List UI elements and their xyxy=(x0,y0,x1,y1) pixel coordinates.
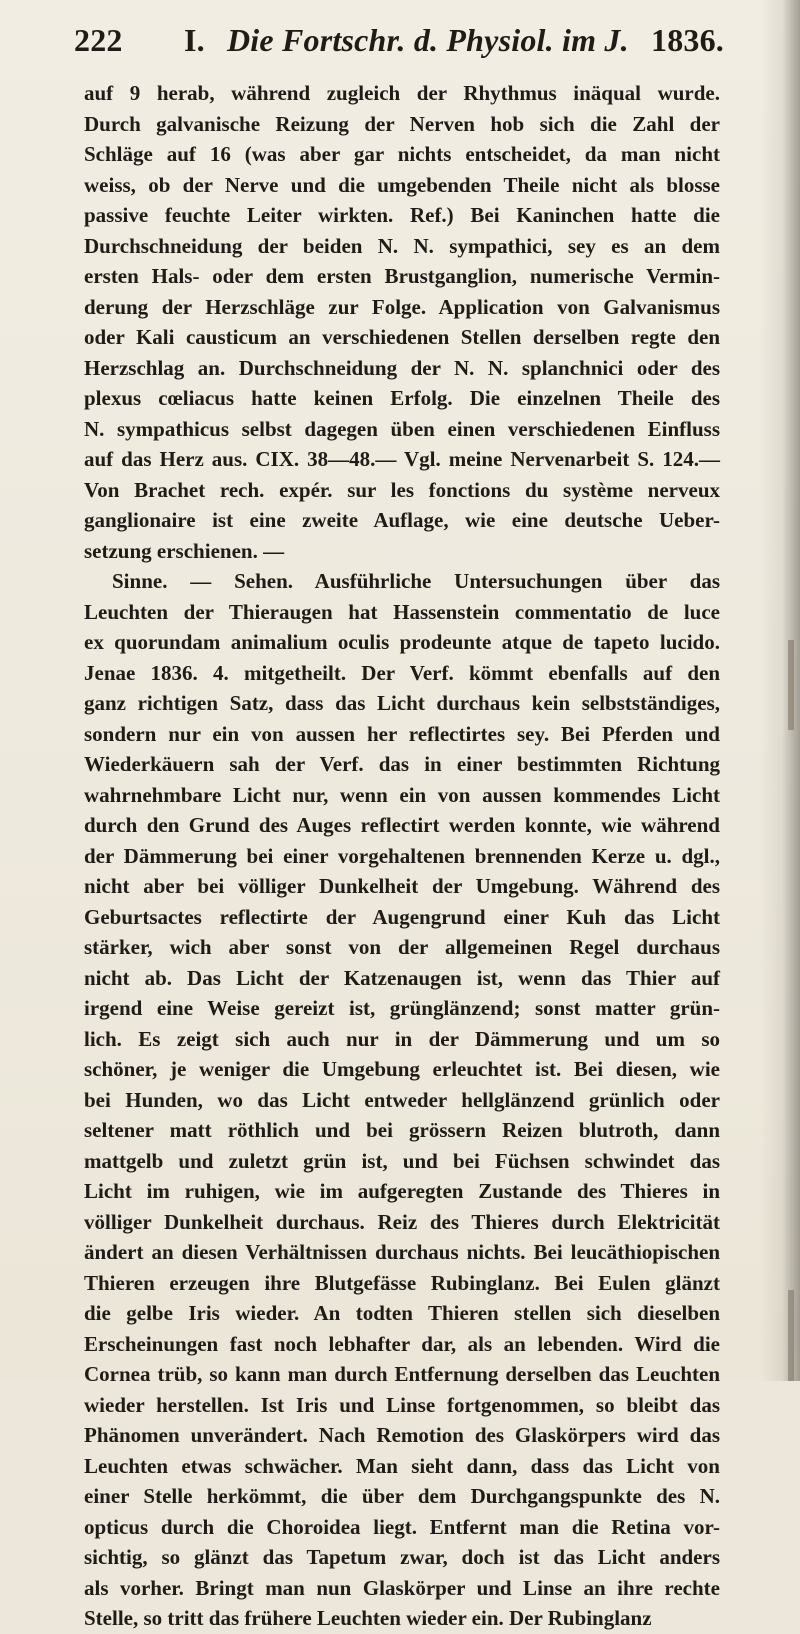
text-line: als vorher. Bringt man nun Glaskörper und Linse an ihre rechte xyxy=(84,1575,720,1600)
text-line: Schläge auf 16 (was aber gar nichts entscheidet, da man nicht xyxy=(84,142,720,166)
text-line: Durch galvanische Reizung der Nerven hob sich die Zahl der xyxy=(84,111,720,136)
text-line: passive feuchte Leiter wirkten. Ref.) Bei Kaninchen hatte die xyxy=(84,203,720,227)
text-line: wahrnehmbare Licht nur, wenn ein von aussen kommendes Licht xyxy=(84,782,720,807)
body-text xyxy=(84,78,720,1634)
text-line: wieder herstellen. Ist Iris und Linse fortgenommen, so bleibt das xyxy=(84,1392,720,1417)
text-line: Durchschneidung der beiden N. N. sympathici, sey es an dem xyxy=(84,233,720,258)
page-edge-shadow xyxy=(760,0,800,1381)
text-line: mattgelb und zuletzt grün ist, und bei Füchsen schwindet das xyxy=(84,1148,720,1173)
text-line: ganz richtigen Satz, dass das Licht durchaus kein selbstständiges, xyxy=(84,691,720,715)
text-line: Herzschlag an. Durchschneidung der N. N. splanchnici oder des xyxy=(84,355,720,380)
text-line: Geburtsactes reflectirte der Augengrund einer Kuh das Licht xyxy=(84,904,720,929)
text-line: opticus durch die Choroidea liegt. Entfernt man die Retina vor- xyxy=(84,1514,720,1539)
text-line: Phänomen unverändert. Nach Remotion des Glaskörpers wird das xyxy=(84,1423,720,1447)
text-line: derung der Herzschläge zur Folge. Application von Galvanismus xyxy=(84,294,720,319)
text-line: seltener matt röthlich und bei grössern Reizen blutroth, dann xyxy=(84,1118,720,1142)
text-line: ändert an diesen Verhältnissen durchaus nichts. Bei leucäthiopischen xyxy=(84,1240,720,1264)
text-line: Erscheinungen fast noch lebhafter dar, als an lebenden. Wird die xyxy=(84,1331,720,1356)
journal-name: Die Fortschr. d. Physiol. im J. xyxy=(227,22,629,58)
text-line: Licht im ruhigen, wie im aufgeregten Zustande des Thieres in xyxy=(84,1179,720,1203)
text-line: oder Kali causticum an verschiedenen Stellen derselben regte den xyxy=(84,325,720,349)
page-edge-mark xyxy=(788,640,794,730)
text-line: völliger Dunkelheit durchaus. Reiz des Thieres durch Elektricität xyxy=(84,1209,720,1234)
text-line: sondern nur ein von aussen her reflectirtes sey. Bei Pferden und xyxy=(84,721,720,746)
text-line: einer Stelle herkömmt, die über dem Durchgangspunkte des N. xyxy=(84,1484,720,1508)
text-line: die gelbe Iris wieder. An todten Thieren stellen sich dieselben xyxy=(84,1301,720,1325)
section-heading-line: Sinne. — Sehen. Ausführliche Untersuchungen über das xyxy=(112,569,720,593)
text-line: nicht ab. Das Licht der Katzenaugen ist, wenn das Thier auf xyxy=(84,965,720,990)
text-line: lich. Es zeigt sich auch nur in der Dämmerung und um so xyxy=(84,1026,720,1051)
text-line: weiss, ob der Nerve und die umgebenden Theile nicht als blosse xyxy=(84,172,720,197)
text-line: ganglionaire ist eine zweite Auflage, wie eine deutsche Ueber- xyxy=(84,508,720,532)
text-line: Leuchten etwas schwächer. Man sieht dann, dass das Licht von xyxy=(84,1453,720,1478)
text-line: ex quorundam animalium oculis prodeunte atque de tapeto lucido. xyxy=(84,630,720,654)
section-number: I. xyxy=(183,22,205,58)
text-line: plexus cœliacus hatte keinen Erfolg. Die einzelnen Theile des xyxy=(84,386,720,410)
text-line: auf 9 herab, während zugleich der Rhythmus inäqual wurde. xyxy=(84,81,720,105)
text-line: Stelle, so tritt das frühere Leuchten wieder ein. Der Rubinglanz xyxy=(84,1606,652,1630)
text-line: Cornea trüb, so kann man durch Entfernung derselben das Leuchten xyxy=(84,1362,720,1386)
text-line: Jenae 1836. 4. mitgetheilt. Der Verf. kömmt ebenfalls auf den xyxy=(84,660,720,685)
page-number: 222 xyxy=(74,22,123,58)
text-line: Leuchten der Thieraugen hat Hassenstein commentatio de luce xyxy=(84,599,720,624)
text-line: setzung erschienen. — xyxy=(84,538,285,563)
text-line: auf das Herz aus. CIX. 38—48.— Vgl. meine Nervenarbeit S. 124.— xyxy=(84,447,720,471)
text-line: irgend eine Weise gereizt ist, grünglänzend; sonst matter grün- xyxy=(84,996,720,1020)
text-line: stärker, wich aber sonst von der allgemeinen Regel durchaus xyxy=(84,935,720,959)
text-line: bei Hunden, wo das Licht entweder hellglänzend grünlich oder xyxy=(84,1087,720,1112)
journal-year: 1836. xyxy=(651,22,724,58)
text-line: durch den Grund des Auges reflectirt werden konnte, wie während xyxy=(84,813,720,837)
text-line: sichtig, so glänzt das Tapetum zwar, doch ist das Licht anders xyxy=(84,1545,720,1569)
page-edge-mark xyxy=(788,1290,794,1381)
text-line: nicht aber bei völliger Dunkelheit der Umgebung. Während des xyxy=(84,874,720,898)
running-title xyxy=(184,22,724,59)
text-line: ersten Hals- oder dem ersten Brustganglion, numerische Vermin- xyxy=(84,264,720,288)
text-line: der Dämmerung bei einer vorgehaltenen brennenden Kerze u. dgl., xyxy=(84,843,720,868)
text-line: Wiederkäuern sah der Verf. das in einer bestimmten Richtung xyxy=(84,752,720,776)
text-line: Von Brachet rech. expér. sur les fonctions du système nerveux xyxy=(84,477,720,502)
text-line: N. sympathicus selbst dagegen üben einen verschiedenen Einfluss xyxy=(84,416,720,441)
text-line: Thieren erzeugen ihre Blutgefässe Rubinglanz. Bei Eulen glänzt xyxy=(84,1270,720,1295)
running-header xyxy=(74,22,724,64)
text-line: schöner, je weniger die Umgebung erleuchtet ist. Bei diesen, wie xyxy=(84,1057,720,1081)
